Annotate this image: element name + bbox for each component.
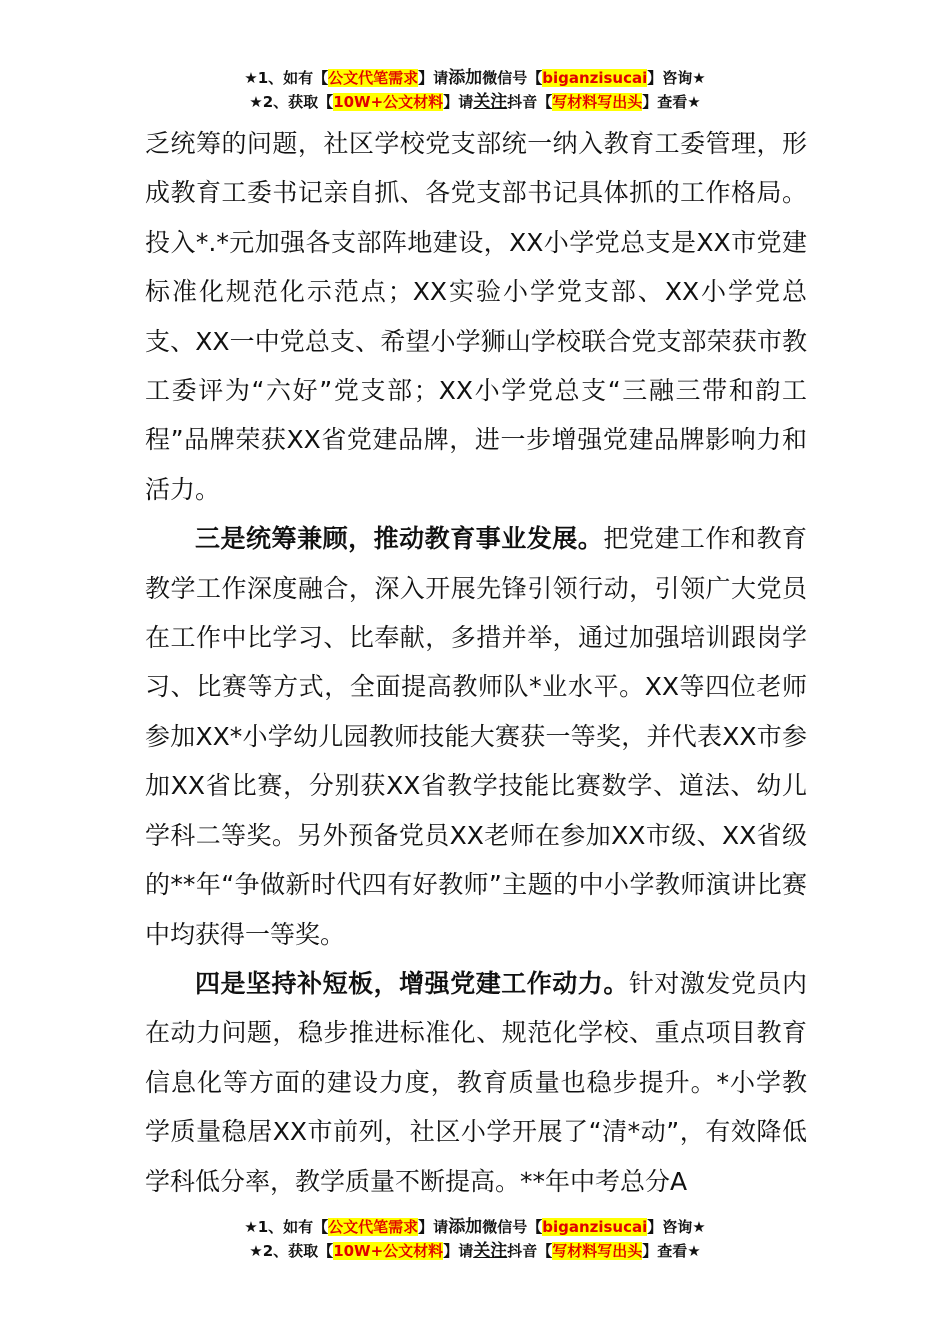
banner-highlight: 公文代笔需求 xyxy=(328,69,419,87)
banner-highlight: biganzisucai xyxy=(542,69,648,87)
paragraph-1: 乏统筹的问题，社区学校党支部统一纳入教育工委管理，形成教育工委书记亲自抓、各党支部书记具体抓的工作格局。投入*.*元加强各支部阵地建设，XX小学党总支是XX市党建标准化规范化示范点；XX实验小学党支部、XX小学党总支、XX一中党总支、希望小学狮山学校联合党支部荣获市教工委评为“六好”党支部；XX小学党总支“三融三带和韵工程”品牌荣获XX省党建品牌，进一步增强党建品牌影响力和活力。 xyxy=(145,129,807,504)
banner-highlight: 公文代笔需求 xyxy=(328,1218,419,1236)
banner-text: 微信号【 xyxy=(482,69,543,87)
banner-text: 】请 xyxy=(418,69,449,87)
banner-text: 】查看★ xyxy=(642,1242,701,1260)
header-banner xyxy=(0,66,950,114)
banner-text: 】请 xyxy=(443,1242,474,1260)
banner-text: 】查看★ xyxy=(642,93,701,111)
footer-banner xyxy=(0,1215,950,1263)
banner-text: 】请 xyxy=(418,1218,449,1236)
banner-text: ★2、获取【 xyxy=(249,1242,334,1260)
document-body xyxy=(145,119,807,1206)
banner-text: 抖音【 xyxy=(507,1242,553,1260)
paragraph-2-body: 把党建工作和教育教学工作深度融合，深入开展先锋引领行动，引领广大党员在工作中比学习、比奉献，多措并举，通过加强培训跟岗学习、比赛等方式，全面提高教师队*业水平。XX等四位老师参加XX*小学幼儿园教师技能大赛获一等奖，并代表XX市参加XX省比赛，分别获XX省教学技能比赛数学、道法、幼儿学科二等奖。另外预备党员XX老师在参加XX市级、XX省级的**年“争做新时代四有好教师”主题的中小学教师演讲比赛中均获得一等奖。 xyxy=(145,524,807,949)
banner-line-1 xyxy=(0,1215,950,1239)
banner-line-2 xyxy=(0,1239,950,1263)
banner-highlight: 写材料写出头 xyxy=(552,1242,643,1260)
paragraph-3-body: 针对激发党员内在动力问题，稳步推进标准化、规范化学校、重点项目教育信息化等方面的建设力度，教育质量也稳步提升。*小学教学质量稳居XX市前列，社区小学开展了“清*动”，有效降低学科低分率，教学质量不断提高。**年中考总分A xyxy=(145,968,807,1196)
banner-highlight: 写材料写出头 xyxy=(552,93,643,111)
banner-text: 抖音【 xyxy=(507,93,553,111)
banner-line-1 xyxy=(0,66,950,90)
banner-text: 微信号【 xyxy=(482,1218,543,1236)
banner-text: 】咨询★ xyxy=(647,69,706,87)
banner-line-2 xyxy=(0,90,950,114)
banner-text: ★1、如有【 xyxy=(244,69,329,87)
paragraph-2 xyxy=(145,514,807,959)
paragraph-2-lead: 三是统筹兼顾，推动教育事业发展。 xyxy=(195,524,604,554)
banner-emphasis: 关注 xyxy=(473,1241,508,1261)
banner-highlight: biganzisucai xyxy=(542,1218,648,1236)
paragraph-3 xyxy=(145,959,807,1206)
banner-text: ★1、如有【 xyxy=(244,1218,329,1236)
banner-highlight: 10W+公文材料 xyxy=(333,1242,444,1260)
banner-highlight: 10W+公文材料 xyxy=(333,93,444,111)
banner-emphasis: 添加 xyxy=(448,68,483,88)
banner-text: ★2、获取【 xyxy=(249,93,334,111)
banner-emphasis: 关注 xyxy=(473,92,508,112)
paragraph-3-lead: 四是坚持补短板，增强党建工作动力。 xyxy=(195,968,629,998)
banner-text: 】咨询★ xyxy=(647,1218,706,1236)
banner-emphasis: 添加 xyxy=(448,1217,483,1237)
banner-text: 】请 xyxy=(443,93,474,111)
